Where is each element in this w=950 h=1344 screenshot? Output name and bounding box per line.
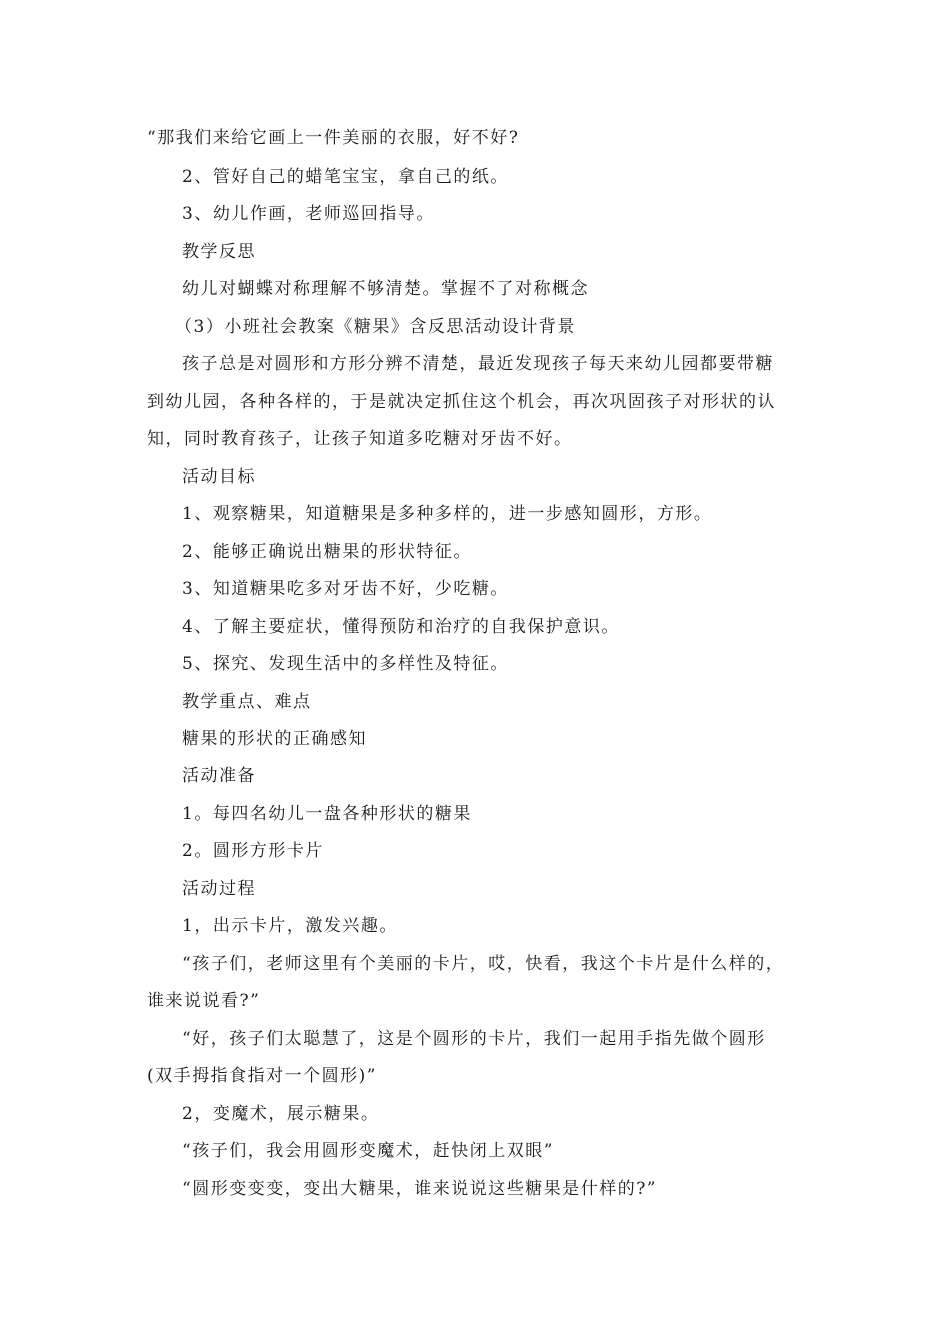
text-line-14: 4、了解主要症状，懂得预防和治疗的自我保护意识。	[182, 617, 620, 637]
text-line-10: 活动目标	[182, 467, 256, 487]
text-line-24: 谁来说说看?”	[147, 991, 261, 1011]
text-line-17: 糖果的形状的正确感知	[182, 729, 367, 749]
text-line-9: 知，同时教育孩子，让孩子知道多吃糖对牙齿不好。	[147, 429, 573, 449]
text-line-4: 教学反思	[182, 242, 256, 262]
text-line-8: 到幼儿园，各种各样的，于是就决定抓住这个机会，再次巩固孩子对形状的认	[147, 392, 776, 412]
text-line-27: 2，变魔术，展示糖果。	[182, 1104, 380, 1124]
text-line-20: 2。圆形方形卡片	[182, 841, 324, 861]
text-line-13: 3、知道糖果吃多对牙齿不好，少吃糖。	[182, 579, 509, 599]
text-line-18: 活动准备	[182, 766, 256, 786]
text-line-16: 教学重点、难点	[182, 692, 312, 712]
text-line-22: 1，出示卡片，激发兴趣。	[182, 916, 398, 936]
text-line-15: 5、探究、发现生活中的多样性及特征。	[182, 654, 509, 674]
text-line-28: “孩子们，我会用圆形变魔术，赶快闭上双眼”	[182, 1141, 554, 1161]
text-line-23: “孩子们，老师这里有个美丽的卡片，哎，快看，我这个卡片是什么样的，	[182, 954, 785, 974]
text-line-29: “圆形变变变，变出大糖果，谁来说说这些糖果是什样的?”	[182, 1179, 657, 1199]
text-line-26: (双手拇指食指对一个圆形)”	[147, 1066, 377, 1086]
text-line-5: 幼儿对蝴蝶对称理解不够清楚。掌握不了对称概念	[182, 279, 589, 299]
text-line-7: 孩子总是对圆形和方形分辨不清楚，最近发现孩子每天来幼儿园都要带糖	[182, 354, 774, 374]
text-line-12: 2、能够正确说出糖果的形状特征。	[182, 542, 472, 562]
text-line-3: 3、幼儿作画，老师巡回指导。	[182, 204, 435, 224]
text-line-19: 1。每四名幼儿一盘各种形状的糖果	[182, 804, 472, 824]
text-line-25: “好，孩子们太聪慧了，这是个圆形的卡片，我们一起用手指先做个圆形	[182, 1029, 766, 1049]
text-line-11: 1、观察糖果，知道糖果是多种多样的，进一步感知圆形，方形。	[182, 504, 713, 524]
text-line-6: （3）小班社会教案《糖果》含反思活动设计背景	[175, 317, 576, 337]
text-line-2: 2、管好自己的蜡笔宝宝，拿自己的纸。	[182, 167, 509, 187]
text-line-21: 活动过程	[182, 879, 256, 899]
text-line-1: “那我们来给它画上一件美丽的衣服，好不好?	[147, 128, 520, 148]
